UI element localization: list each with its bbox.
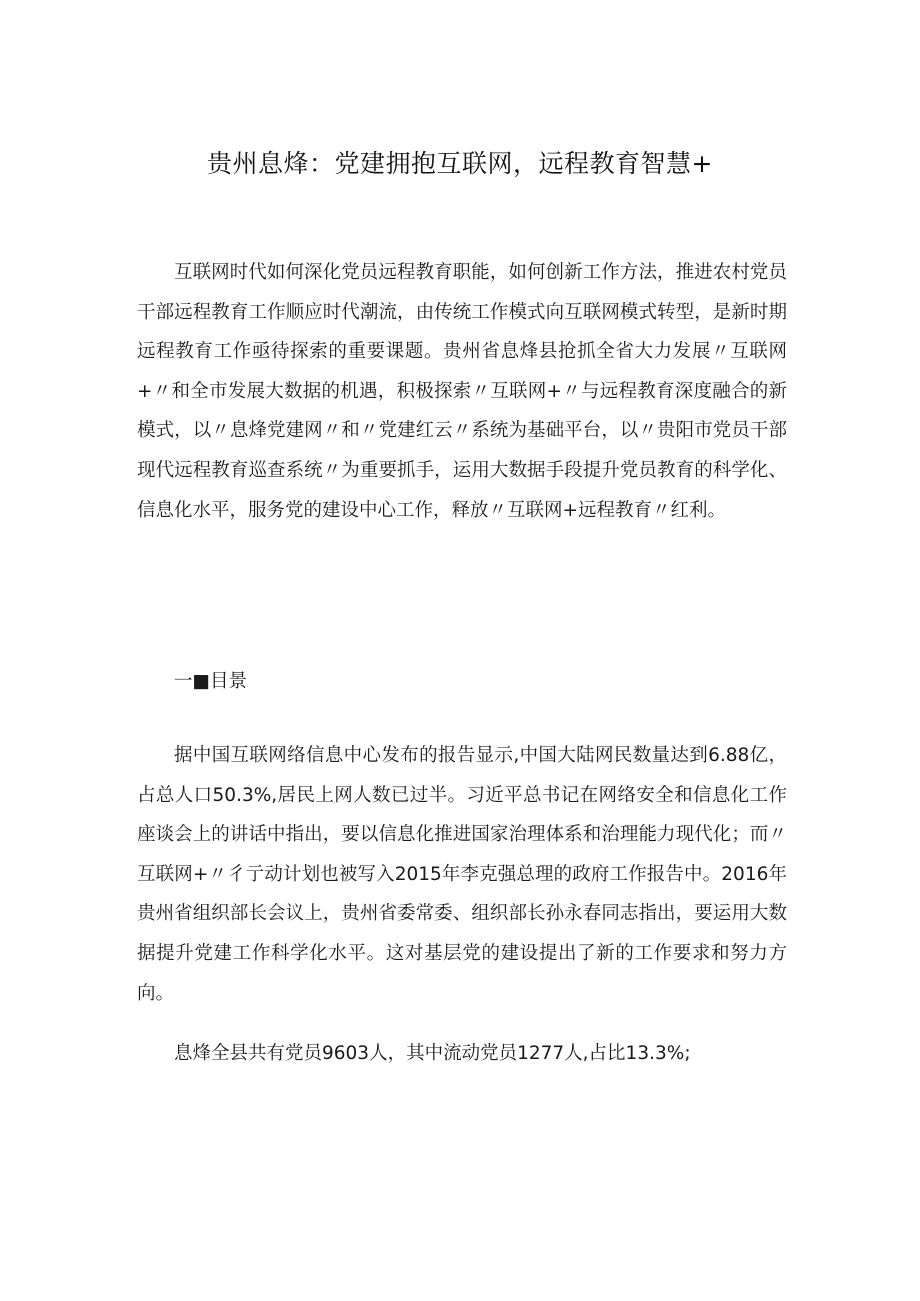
paragraph-background: 据中国互联网络信息中心发布的报告显示,中国大陆网民数量达到6.88亿，占总人口50.3%,居民上网人数已过半。习近平总书记在网络安全和信息化工作座谈会上的讲话中指出，要以信息化推进国家治理体系和治理能力现代化；而〃互联网+〃彳亍动计划也被写入2015年李克强总理的政府工作报告中。2016年贵州省组织部长会议上，贵州省委常委、组织部长孙永春同志指出，要运用大数据提升党建工作科学化水平。这对基层党的建设提出了新的工作要求和努力方向。 [137, 745, 787, 1004]
paragraph-intro: 互联网时代如何深化党员远程教育职能，如何创新工作方法，推进农村党员干部远程教育工作顺应时代潮流，由传统工作模式向互联网模式转型，是新时期远程教育工作亟待探索的重要课题。贵州省息烽县抢抓全省大力发展〃互联网+〃和全市发展大数据的机遇，积极探索〃互联网+〃与远程教育深度融合的新模式，以〃息烽党建网〃和〃党建红云〃系统为基础平台，以〃贵阳市党员干部现代远程教育巡查系统〃为重要抓手，运用大数据手段提升党员教育的科学化、信息化水平，服务党的建设中心工作，释放〃互联网+远程教育〃红利。 [137, 262, 787, 521]
paragraph-statistics: 息烽全县共有党员9603人，其中流动党员1277人,占比13.3%; [174, 1043, 691, 1064]
section-heading: 一■目景 [174, 671, 247, 692]
document-title: 贵州息烽：党建拥抱互联网，远程教育智慧+ [207, 149, 713, 178]
